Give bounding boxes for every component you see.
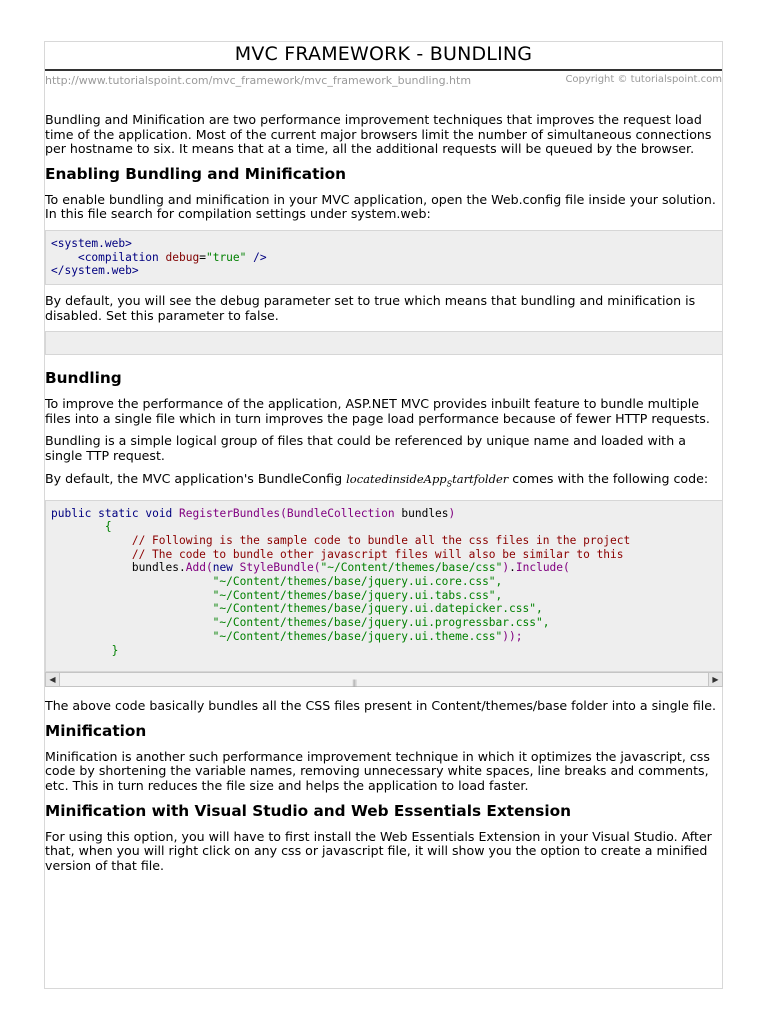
bundling-paragraph-4: The above code basically bundles all the CSS files present in Content/themes/base folder into a single file. [45,698,717,714]
bundleconfig-code-block [45,500,723,673]
bundling-paragraph-1: To improve the performance of the application, ASP.NET MVC provides inbuilt feature to bundle multiple files into a single file which in turn improves the page load performance because of fewer HTTP requests. [45,396,710,426]
code-text: "~/Content/themes/base/jquery.ui.theme.css" [212,629,503,643]
scroll-right-arrow-icon[interactable]: ▶ [708,673,722,686]
title-divider [45,69,722,71]
page-title: MVC FRAMEWORK - BUNDLING [234,43,533,65]
code-text: "~/Content/themes/base/jquery.ui.tabs.css", [212,588,503,602]
code-text: debug [165,250,200,264]
code-text: ( [280,506,287,520]
bundling-paragraph-3 [45,472,723,492]
code-text: "~/Content/themes/base/jquery.ui.progressbar.css", [212,616,550,630]
heading-minification: Minification [45,721,147,740]
code-text: { [104,520,112,534]
article-body [45,113,723,881]
bundling-paragraph-2: Bundling is a simple logical group of files that could be referenced by unique name and loaded with a single TTP request. [45,433,686,464]
para-text: By default, the MVC application's BundleConfig [45,470,347,486]
minification-paragraph: Minification is another such performance improvement technique in which it optimizes the javascript, css code by shortening the variable names, removing unnecessary white spaces, line breaks and comments, etc. This in turn reduces the file size and helps the application to load faster. [45,748,710,794]
code-text: StyleBundle [239,561,314,575]
code-text: )); [502,629,523,643]
scroll-left-arrow-icon[interactable]: ◀ [46,673,60,686]
code-text: BundleCollection [286,506,395,520]
enabling-paragraph: To enable bundling and minification in your MVC application, open the Web.config file inside your solution. In this file search for compilation settings under system.web: [45,191,716,222]
code-text: . [509,561,516,575]
empty-code-block [45,331,723,355]
code-text: ( [205,561,213,575]
code-text: </system.web> [51,264,139,278]
source-url-link[interactable]: http://www.tutorialspoint.com/mvc_framework/mvc_framework_bundling.htm [45,74,472,87]
scroll-grip-icon[interactable]: ||| [352,679,357,688]
para-italic-end: tartfolder [452,471,509,486]
code-text: ) [502,561,510,575]
web-essentials-paragraph: For using this option, you will have to first install the Web Essentials Extension in your Visual Studio. After that, when you will right click on any css or javascript file, it will show you the option to create a minified version of that file. [45,828,712,873]
debug-paragraph: By default, you will see the debug parameter set to true which means that bundling and minification is disabled. Set this parameter to false. [45,293,696,323]
page-frame [44,41,723,989]
code-text: public [51,506,92,520]
code-text: <compilation [77,250,159,264]
code-horizontal-scrollbar[interactable] [45,672,723,687]
code-text: ( [313,561,321,575]
code-text: RegisterBundles [179,506,281,520]
code-text: Include [515,561,564,575]
code-text: = [199,250,206,264]
heading-bundling: Bundling [45,369,122,388]
code-text: static [98,506,139,520]
code-comment: // The code to bundle other javascript files will also be similar to this [131,547,624,561]
webconfig-code-block [45,230,723,285]
heading-web-essentials: Minification with Visual Studio and Web Essentials Extension [45,801,572,820]
para-italic-sub: S [446,478,453,488]
para-italic-main: locatedinsideApp [346,471,447,486]
code-text: ) [448,506,456,520]
para-text: comes with the following code: [508,470,709,486]
code-text: Add [185,561,206,575]
code-text: /> [253,250,267,264]
code-text: } [111,643,119,657]
code-text: <system.web> [51,236,132,250]
para-italic-text [346,472,508,486]
code-text: "true" [205,250,247,264]
code-text: "~/Content/themes/base/css" [320,561,503,575]
code-text: . [178,561,186,575]
intro-paragraph: Bundling and Minification are two performance improvement techniques that improves the request load time of the application. Most of the current major browsers limit the number of simultaneous connections per hostname to six. It means that at a time, all the additional requests will be queued by the browser. [45,112,712,157]
code-text: "~/Content/themes/base/jquery.ui.datepicker.css", [212,602,543,616]
code-text: "~/Content/themes/base/jquery.ui.core.css", [212,575,503,589]
code-text: bundles [131,561,179,575]
code-comment: // Following is the sample code to bundle all the css files in the project [131,533,631,547]
code-text: new [212,561,233,575]
copyright-text: Copyright © tutorialspoint.com [565,74,722,85]
code-text: void [145,506,173,520]
heading-enabling-bundling: Enabling Bundling and Minification [45,164,347,183]
code-text: bundles [401,506,449,520]
code-text: ( [563,561,570,575]
